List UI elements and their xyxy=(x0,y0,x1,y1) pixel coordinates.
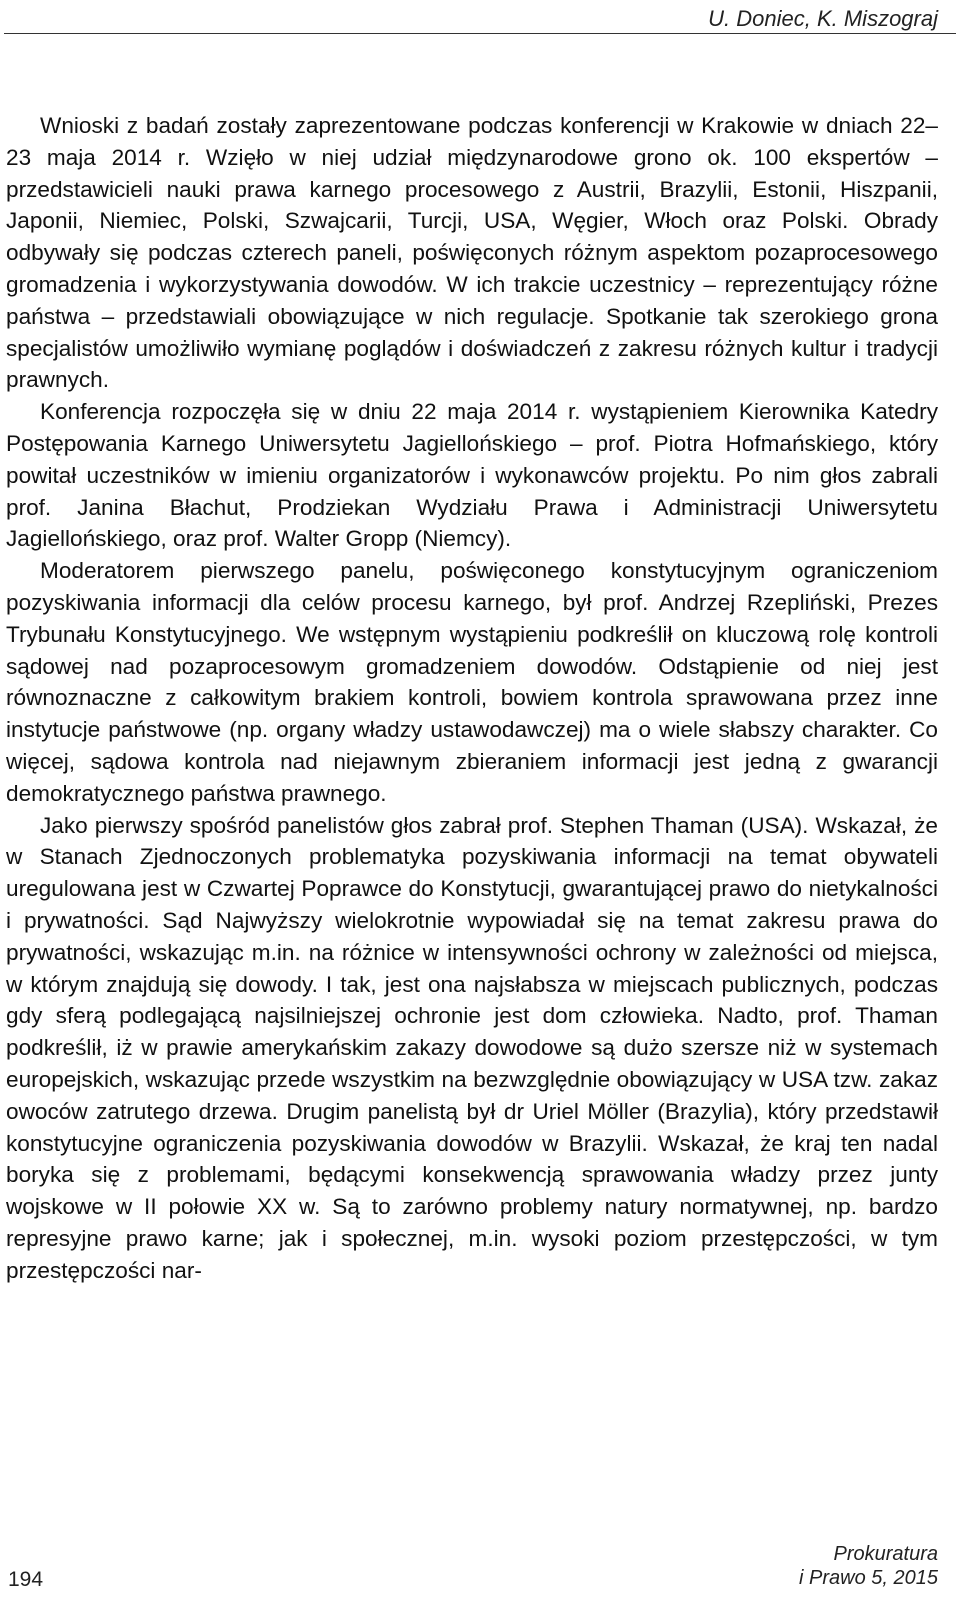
paragraph-conference-results: Wnioski z badań zostały zaprezentowane podczas konferencji w Krakowie w dniach 22–23 maja 2014 r. Wzięło w niej udział międzynarodowe grono ok. 100 ekspertów – przedstawicieli nauki prawa karnego procesowego z Austrii, Brazylii, Estonii, Hiszpanii, Japonii, Niemiec, Polski, Szwajcarii, Turcji, USA, Węgier, Włoch oraz Polski. Obrady odbywały się podczas czterech paneli, poświęconych różnym aspektom pozaprocesowego gromadzenia i wykorzystywania dowodów. W ich trakcie uczestnicy – reprezentujący różne państwa – przedstawiali obowiązujące w nich regulacje. Spotkanie tak szerokiego grona specjalistów umożliwiło wymianę poglądów i doświadczeń z zakresu różnych kultur i tradycji prawnych. xyxy=(6,113,938,393)
journal-footer xyxy=(799,1542,938,1590)
journal-issue: i Prawo 5, 2015 xyxy=(799,1567,938,1589)
paragraph-first-panelists: Jako pierwszy spośród panelistów głos zabrał prof. Stephen Thaman (USA). Wskazał, że w Stanach Zjednoczonych problematyka pozyskiwania informacji na temat obywateli uregulowana jest w Czwartej Poprawce do Konstytucji, gwarantującej prawo do nietykalności i prywatności. Sąd Najwyższy wielokrotnie wypowiadał się na temat zakresu prawa do prywatności, wskazując m.in. na różnice w intensywności ochrony w zależności od miejsca, w którym znajdują się dowody. I tak, jest ona najsłabsza w miejscach publicznych, podczas gdy sferą podlegającą najsilniejszej ochronie jest dom człowieka. Nadto, prof. Thaman podkreślił, iż w prawie amerykańskim zakazy dowodowe są dużo szersze niż w systemach europejskich, wskazując przede wszystkim na bezwzględnie obowiązujący w USA tzw. zakaz owoców zatrutego drzewa. Drugim panelistą był dr Uriel Möller (Brazylia), który przedstawił konstytucyjne ograniczenia pozyskiwania dowodów w Brazylii. Wskazał, że kraj ten nadal boryka się z problemami, będącymi konsekwencją sprawowania władzy przez junty wojskowe w II połowie XX w. Są to zarówno problemy natury normatywnej, np. bardzo represyjne prawo karne; jak i społecznej, m.in. wysoki poziom przestępczości, w tym przestępczości nar- xyxy=(6,812,938,1283)
journal-title: Prokuratura xyxy=(833,1543,938,1565)
paragraph-first-panel-moderator: Moderatorem pierwszego panelu, poświęconego konstytucyjnym ograniczeniom pozyskiwania informacji dla celów procesu karnego, był prof. Andrzej Rzepliński, Prezes Trybunału Konstytucyjnego. We wstępnym wystąpieniu podkreślił on kluczową rolę kontroli sądowej nad pozaprocesowym gromadzeniem dowodów. Odstąpienie od niej jest równoznaczne z całkowitym brakiem kontroli, bowiem kontrola sprawowana przez inne instytucje państwowe (np. organy władzy ustawodawczej) ma o wiele słabszy charakter. Co więcej, sądowa kontrola nad niejawnym zbieraniem informacji jest jedną z gwarancji demokratycznego państwa prawnego. xyxy=(6,558,938,806)
running-header: U. Doniec, K. Miszograj xyxy=(708,6,938,31)
page-number: 194 xyxy=(8,1568,44,1591)
article-body xyxy=(6,110,938,1286)
paragraph-conference-opening: Konferencja rozpoczęła się w dniu 22 maja 2014 r. wystąpieniem Kierownika Katedry Postępowania Karnego Uniwersytetu Jagiellońskiego – prof. Piotra Hofmańskiego, który powitał uczestników w imieniu organizatorów i wykonawców projektu. Po nim głos zabrali prof. Janina Błachut, Prodziekan Wydziału Prawa i Administracji Uniwersytetu Jagiellońskiego, oraz prof. Walter Gropp (Niemcy). xyxy=(6,399,938,552)
header-rule xyxy=(4,33,956,34)
